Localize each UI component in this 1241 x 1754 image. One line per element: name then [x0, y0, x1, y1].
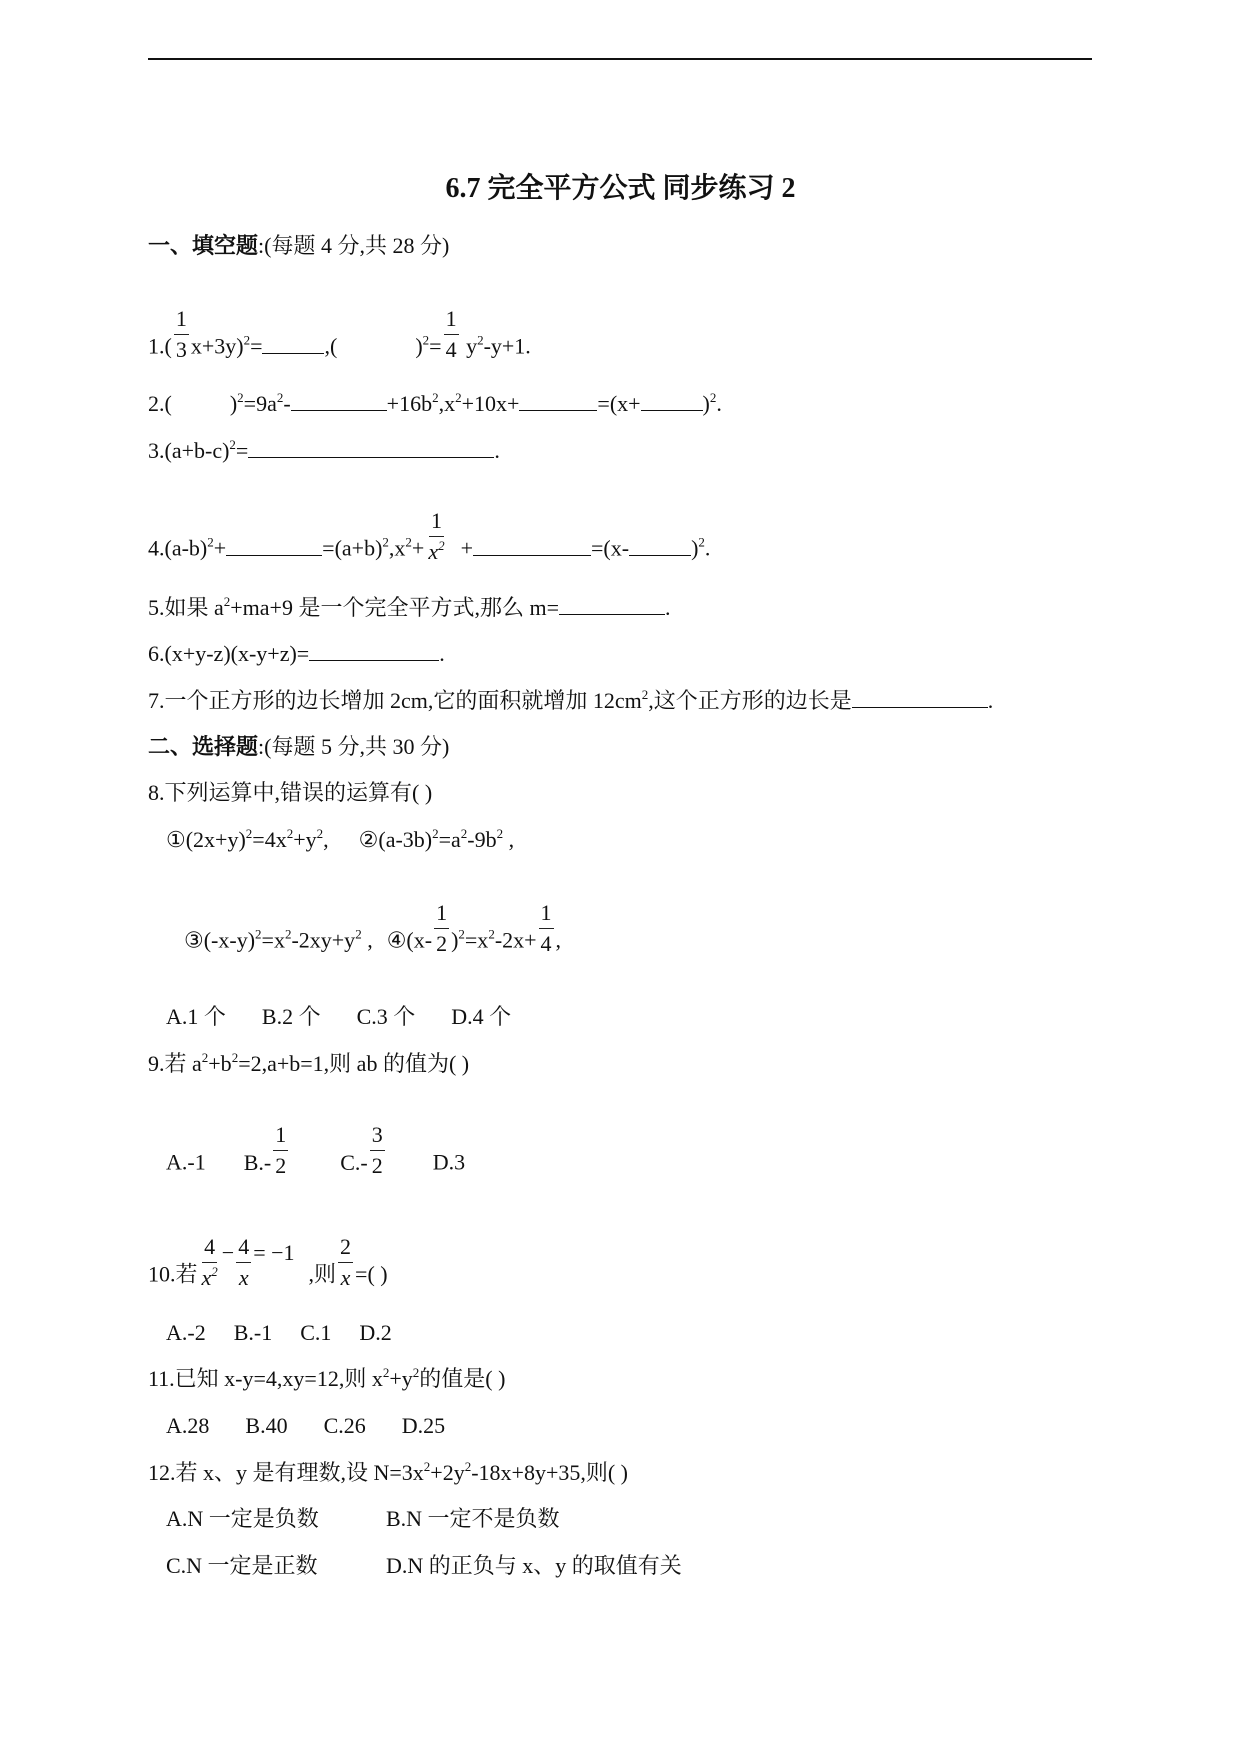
option-d[interactable]: D.4 个 [451, 1004, 512, 1029]
question-10-options [166, 1322, 392, 1344]
option-c[interactable]: C.- $\frac{3}{2}$ [340, 1122, 383, 1178]
fraction-two-over-x: $\frac{2}{x}$ [340, 1234, 352, 1290]
answer-blank[interactable] [248, 439, 494, 458]
fraction-one-third: $\frac{1}{3}$ [175, 306, 187, 362]
option-c[interactable]: C.3 个 [356, 1004, 416, 1029]
question-4: $4.(a-b)^2+ =(a+b)^2,x^2+$ $\frac{1}{x^2}$ + =(x- )$^2$. [148, 508, 711, 564]
question-12-stem: 12.若 x、y 是有理数,设 $N=3x^2+2y^2-18x+8y+35$,则( ) [148, 1459, 629, 1485]
option-d[interactable]: D.25 [401, 1413, 446, 1438]
fraction-one-fourth: $\frac{1}{4}$ [445, 306, 457, 362]
question-12-options-row1 [166, 1508, 560, 1530]
answer-blank[interactable] [226, 537, 322, 556]
question-8-row1: $①(2x+y)^2=4x^2+y^2$, $②(a-3b)^2=a^2-9b^2$ , [166, 826, 515, 852]
option-a[interactable]: A.-2 [166, 1320, 206, 1345]
option-c[interactable]: C.N 一定是正数 [166, 1553, 318, 1578]
page-title: 6.7 完全平方公式 同步练习 2 [445, 173, 796, 204]
question-10-stem: 10.若 $\frac{4}{x^2}$ − $\frac{4}{x}$ = −1,则 $\frac{2}{x}$ =( ) [148, 1234, 388, 1290]
question-7: 7.一个正方形的边长增加 2cm,它的面积就增加 $12cm^2$,这个正方形的边长是 . [148, 687, 994, 713]
option-d[interactable]: D.2 [359, 1320, 392, 1345]
question-9-options [166, 1122, 466, 1191]
answer-blank[interactable] [473, 537, 591, 556]
section2-heading: 二、选择题:(每题 5 分,共 30 分) [148, 734, 450, 759]
question-9-stem: 9.若 $a^2+b^2=2,a+b=1$,则 ab 的值为( ) [148, 1050, 470, 1076]
option-b[interactable]: B.2 个 [261, 1004, 321, 1029]
option-a[interactable]: A.28 [166, 1413, 210, 1438]
option-d[interactable]: D.N 的正负与 x、y 的取值有关 [386, 1553, 682, 1578]
answer-blank[interactable] [262, 335, 324, 354]
answer-blank[interactable] [519, 392, 597, 411]
fraction-three-halves: $\frac{3}{2}$ [371, 1122, 383, 1178]
option-b[interactable]: B.40 [245, 1413, 288, 1438]
answer-blank[interactable] [852, 689, 988, 708]
answer-blank[interactable] [629, 537, 691, 556]
question-6: 6.(x+y-z)(x-y+z)= . [148, 641, 445, 666]
option-b[interactable]: B.-1 [233, 1320, 273, 1345]
option-a[interactable]: A.-1 [166, 1149, 206, 1175]
question-1: 1.( $\frac{1}{3}$ x+3y)$^2$= ,( )$^2$= $\frac{1}{4}$ $y^2-y+1$. [148, 306, 531, 362]
option-c[interactable]: C.1 [300, 1320, 332, 1345]
option-a[interactable]: A.1 个 [166, 1004, 226, 1029]
answer-blank[interactable] [641, 392, 703, 411]
question-3: $3.(a+b-c)^2=$ . [148, 437, 500, 463]
question-8-stem: 8.下列运算中,错误的运算有( ) [148, 780, 433, 805]
fraction-four-over-x: $\frac{4}{x}$ [238, 1234, 250, 1290]
option-b[interactable]: B.- $\frac{1}{2}$ [243, 1122, 287, 1178]
answer-blank[interactable] [559, 596, 665, 615]
fraction-one-half: $\frac{1}{2}$ [436, 900, 448, 956]
fraction-one-half: $\frac{1}{2}$ [275, 1122, 287, 1178]
question-8-row2: $③(-x-y)^2=x^2-2xy+y^2$ , ④(x- $\frac{1}{2}$ )$^2=x^2-2x+$ $\frac{1}{4}$ , [184, 900, 562, 956]
question-12-options-row2 [166, 1555, 682, 1577]
answer-blank[interactable] [309, 642, 439, 661]
question-8-options [166, 1006, 511, 1028]
option-a[interactable]: A.N 一定是负数 [166, 1506, 319, 1531]
fraction-four-over-x-squared: $\frac{4}{x^2}$ [201, 1234, 218, 1290]
fraction-one-fourth: $\frac{1}{4}$ [540, 900, 552, 956]
header-rule [148, 58, 1092, 60]
question-11-options [166, 1415, 445, 1437]
question-5: 5.如果 $a^2+ma+9$ 是一个完全平方式,那么 m= . [148, 594, 671, 620]
option-b[interactable]: B.N 一定不是负数 [386, 1506, 560, 1531]
fraction-one-over-x-squared: $\frac{1}{x^2}$ [428, 508, 445, 564]
question-2: 2.( )$^2=9a^2- +16b^2,x^2+10x+ =(x+ )^2$. [148, 390, 722, 416]
section1-heading: 一、填空题:(每题 4 分,共 28 分) [148, 233, 450, 258]
answer-blank[interactable] [291, 392, 387, 411]
option-c[interactable]: C.26 [323, 1413, 366, 1438]
question-11-stem: 11.已知 x-y=4,xy=12,则 $x^2+y^2$的值是( ) [148, 1365, 506, 1391]
option-d[interactable]: D.3 [432, 1149, 466, 1175]
